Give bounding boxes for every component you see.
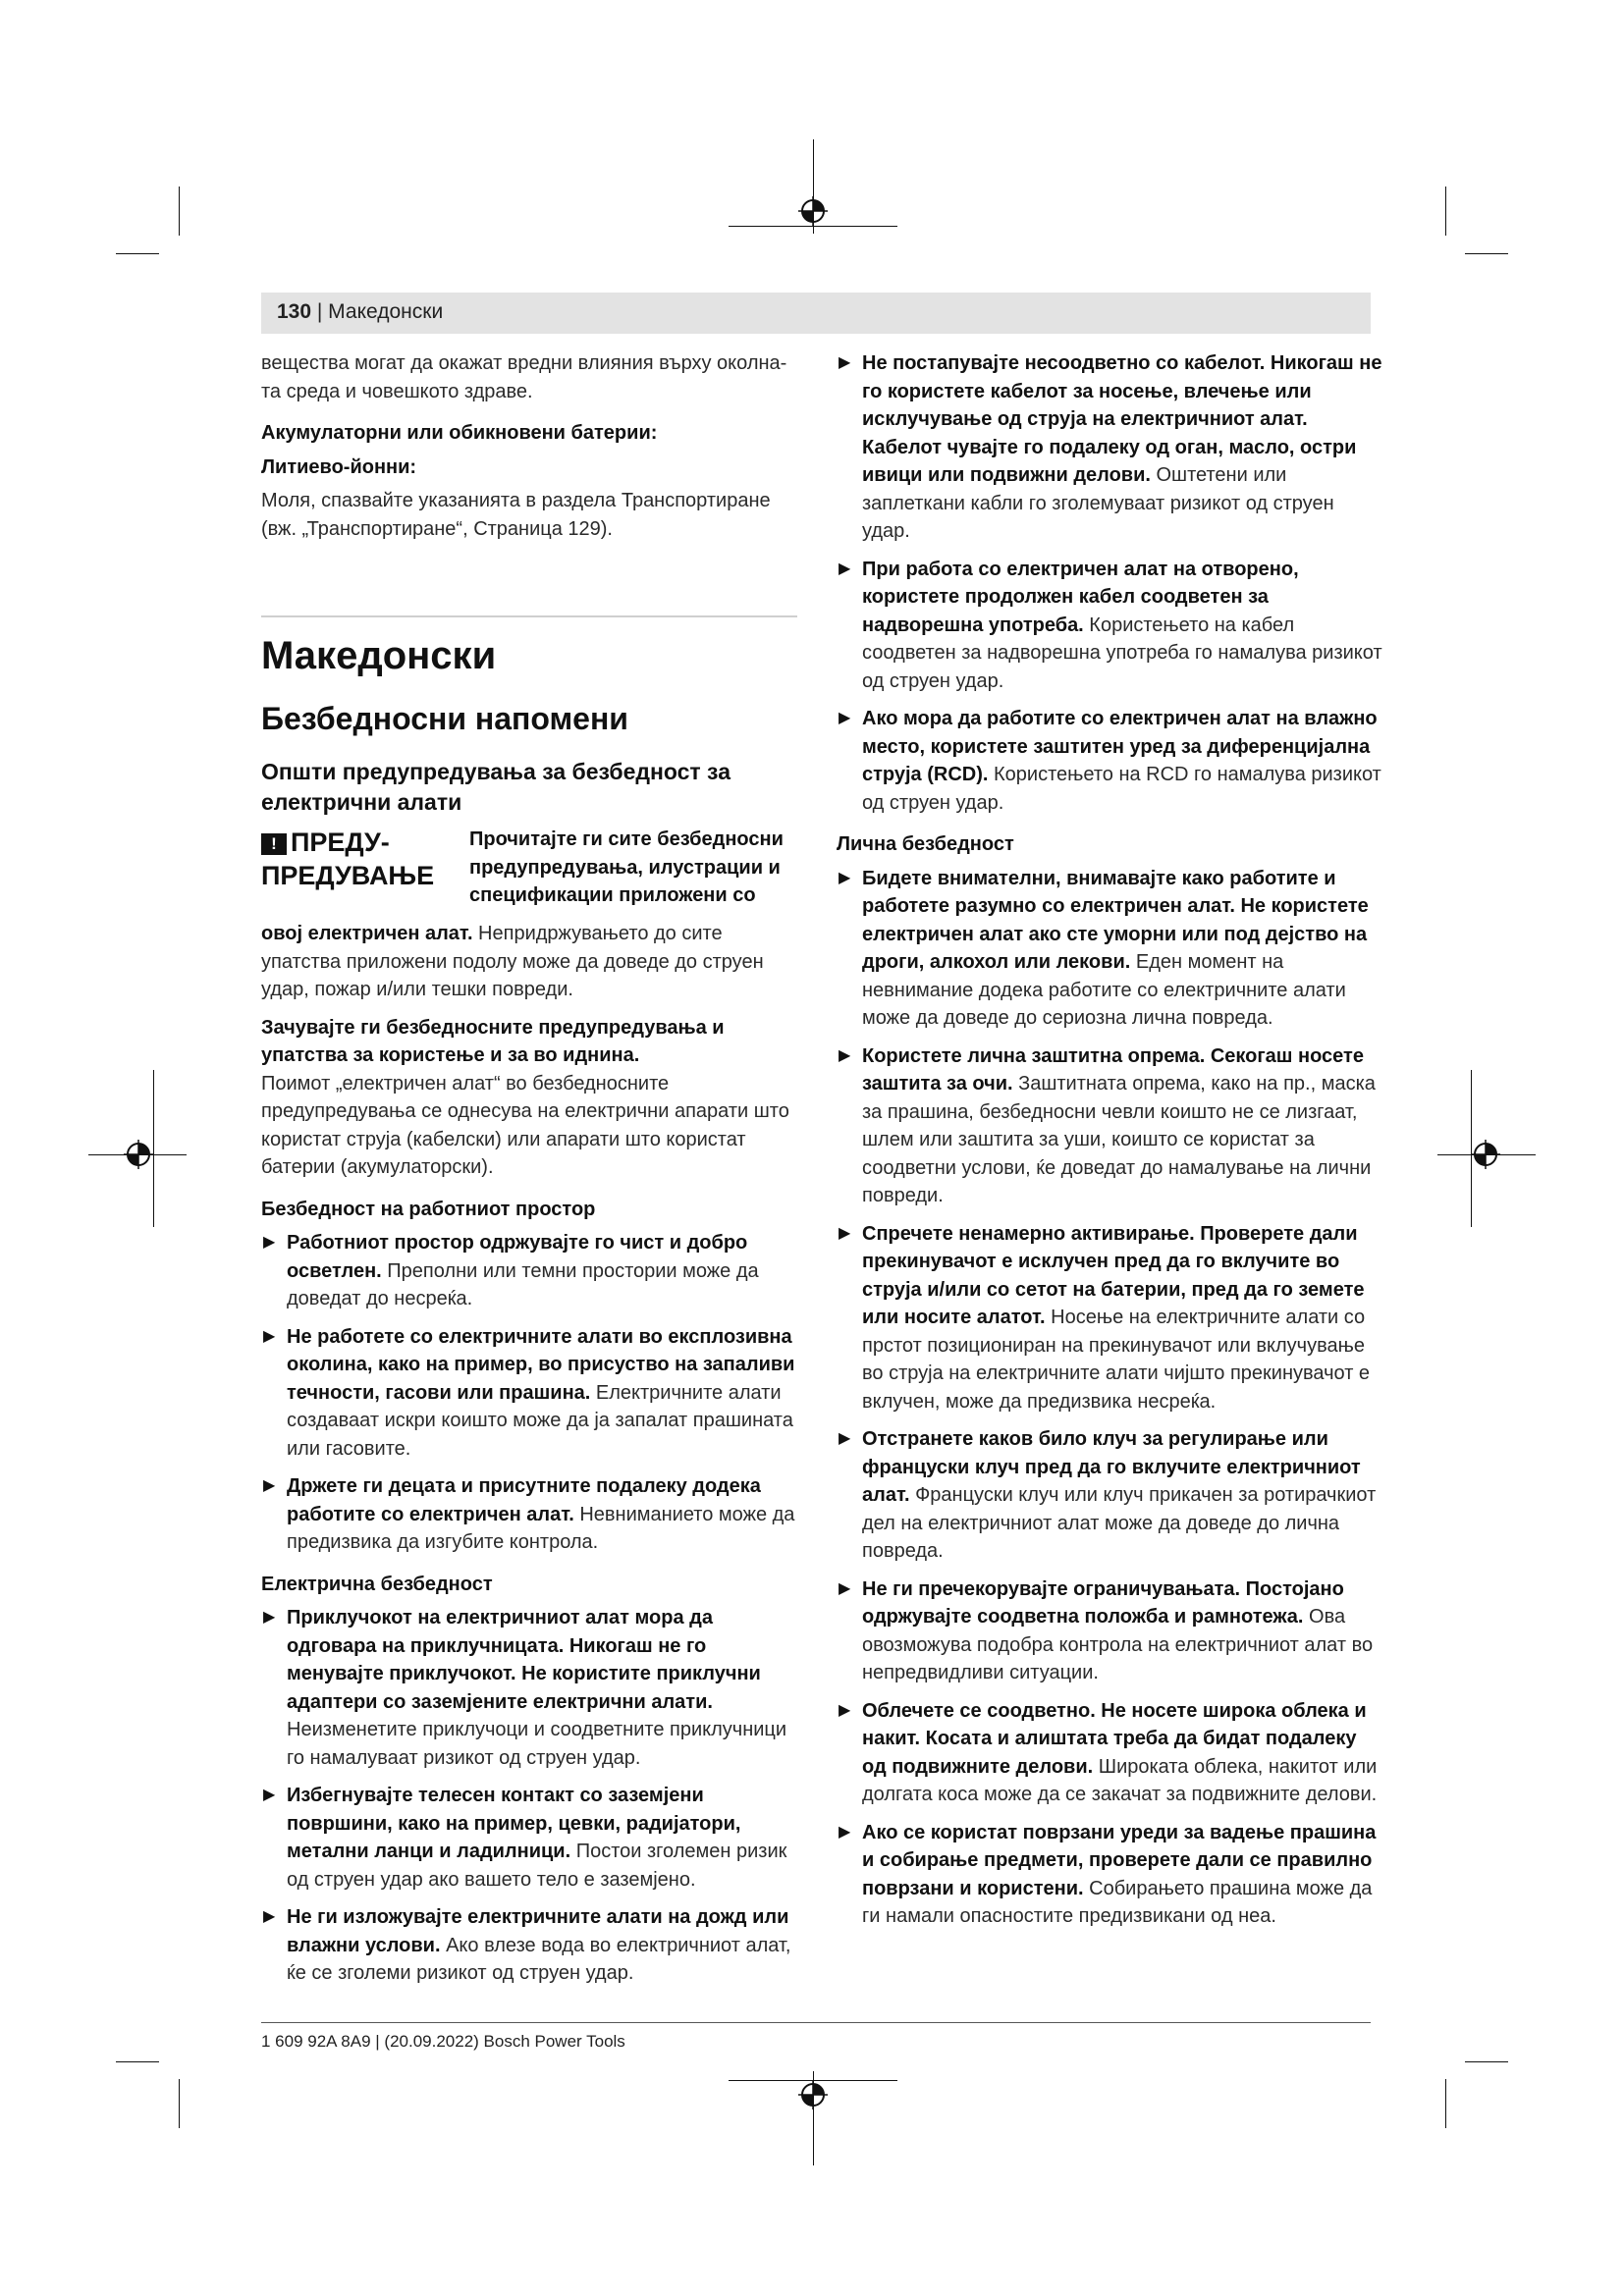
item-bold-text: Избегнувајте телесен контакт со заземјени површини, како на пример, цевки, радијатори, метални ланци и ладилници. bbox=[287, 1785, 741, 1862]
item-bold-text: Облечете се соодветно. Не носете широка облека и накит. Косата и алиштата треба да бидат подалеку од подвижните делови. bbox=[862, 1699, 1367, 1778]
item-bold-text: Отстранете каков било клуч за регулирање или француски клуч пред да го вклучите електричниот алат. bbox=[862, 1428, 1361, 1506]
item-bold-text: Ако се користат поврзани уреди за вадење прашина и собирање предмети, проверете дали се правилно поврзани и користени. bbox=[862, 1821, 1377, 1899]
item-text: Ако влезе вода во електричниот алат, ќе се зголеми ризикот од струен удар. bbox=[287, 1934, 791, 1984]
power-tool-definition: Поимот „електричен алат“ во безбедносните предупредувања се однесува на електрични апарати што користат струја (кабелски) или апарати што користат батерии (акумулаторски). bbox=[261, 1072, 789, 1178]
electrical-list-continued bbox=[837, 349, 1384, 817]
list-item bbox=[837, 865, 1384, 1033]
crop-mark bbox=[116, 253, 159, 254]
bullet-arrow-icon: ▶ bbox=[839, 1701, 851, 1719]
electrical-heading: Електрична безбедност bbox=[261, 1573, 493, 1595]
item-bold-text: Бидете внимателни, внимавајте како работите и работете разумно со електричен алат. Не користете електричен алат ако сте уморни или под дејство на дроги, алкохол или лекови. bbox=[862, 867, 1369, 973]
warning-continuation: овој електричен алат. Непридржувањето до сите упатства приложени подолу може да доведе до струен удар, пожар и/или тешки повреди. bbox=[261, 923, 764, 1000]
item-bold-text: Не ги изложувајте електричните алати на дожд или влажни услови. bbox=[287, 1906, 789, 1956]
item-text: Заштитната опрема, како на пр., маска за прашина, безбедносни чевли коишто не се лизгаат, шлем или заштита за уши, коишто се користат за соодветни услови, ќе доведат до намалување на лични повреди. bbox=[862, 1073, 1376, 1206]
item-bold-text: Работниот простор одржувајте го чист и добро осветлен. bbox=[287, 1232, 748, 1282]
item-text: Преполни или темни простории може да доведат до несреќа. bbox=[287, 1259, 759, 1309]
li-ion-paragraph: Моля, спазвайте указанията в раздела Транспортиране (вж. „Транспортиране“, Страница 129). bbox=[261, 490, 771, 540]
list-item bbox=[837, 1819, 1384, 1931]
bullet-arrow-icon: ▶ bbox=[263, 1327, 276, 1345]
registration-mark-icon bbox=[124, 1140, 153, 1169]
workplace-heading: Безбедност на работниот простор bbox=[261, 1198, 596, 1220]
keep-instructions: Зачувајте ги безбедносните предупредувања и упатства за користење и за во иднина. bbox=[261, 1016, 725, 1066]
left-column bbox=[261, 349, 797, 1998]
list-item bbox=[837, 1575, 1384, 1687]
registration-mark-icon bbox=[798, 196, 828, 226]
bullet-arrow-icon: ▶ bbox=[839, 354, 851, 371]
item-bold-text: При работа со електричен алат на отворено, користете продолжен кабел соодветен за надворешна употреба. bbox=[862, 558, 1299, 636]
warning-triangle-icon: ! bbox=[261, 833, 287, 855]
list-item bbox=[837, 1425, 1384, 1566]
item-text: Француски клуч или клуч прикачен за ротирачкиот дел на електричниот алат може да доведе до лична повреда. bbox=[862, 1484, 1377, 1562]
registration-mark-icon bbox=[1471, 1140, 1500, 1169]
crop-mark bbox=[116, 2061, 159, 2062]
bullet-arrow-icon: ▶ bbox=[839, 710, 851, 726]
bullet-arrow-icon: ▶ bbox=[263, 1787, 276, 1803]
bullet-arrow-icon: ▶ bbox=[839, 1823, 851, 1841]
list-item bbox=[261, 1604, 797, 1772]
item-text: Оштетени или заплеткани кабли го зголемуваат ризикот од струен удар. bbox=[862, 464, 1334, 542]
bullet-arrow-icon: ▶ bbox=[839, 560, 851, 577]
item-text: Широката облека, накитот или долгата коса може да се закачат за подвижните делови. bbox=[862, 1755, 1378, 1805]
registration-line bbox=[153, 1070, 154, 1227]
bullet-arrow-icon: ▶ bbox=[839, 869, 851, 886]
list-item bbox=[261, 1472, 797, 1557]
list-item bbox=[837, 705, 1384, 817]
personal-safety-list bbox=[837, 865, 1384, 1931]
item-text: Користењето на кабел соодветен за надворешна употреба го намалува ризикот од струен удар. bbox=[862, 614, 1382, 692]
bullet-arrow-icon: ▶ bbox=[839, 1430, 851, 1447]
warning-block bbox=[261, 826, 797, 920]
item-text: Невниманието може да предизвика да изгубите контрола. bbox=[287, 1503, 795, 1553]
item-bold-text: Ако мора да работите со електричен алат на влажно место, користете заштитен уред за диференцијална струја (RCD). bbox=[862, 708, 1378, 785]
workplace-list bbox=[261, 1229, 797, 1557]
general-warnings-title: Општи предупредувања за безбедност за електрични алати bbox=[261, 759, 731, 815]
list-item bbox=[837, 349, 1384, 546]
item-text: Неизменетите приклучоци и соодветните приклучници го намалуваат ризикот од струен удар. bbox=[287, 1719, 787, 1769]
item-bold-text: Не ги пречекорувајте ограничувањата. Постојано одржувајте соодветна положба и рамнотежа. bbox=[862, 1577, 1344, 1628]
li-ion-heading: Литиево-йонни: bbox=[261, 455, 417, 478]
safety-title: Безбедносни напомени bbox=[261, 701, 628, 736]
item-text: Носење на електричните алати со прстот позициониран на прекинувачот или вклучување во струја на електричните алати чијшто прекинувачот е вклучен, може да предизвика несреќа. bbox=[862, 1307, 1371, 1413]
crop-mark bbox=[1465, 253, 1508, 254]
item-text: Еден момент на невнимание додека работите со електричните алати може да доведе до сериозна лична повреда. bbox=[862, 951, 1346, 1029]
list-item bbox=[837, 1220, 1384, 1416]
crop-mark bbox=[1445, 187, 1446, 236]
bullet-arrow-icon: ▶ bbox=[839, 1579, 851, 1597]
list-item bbox=[261, 1323, 797, 1464]
footer: 1 609 92A 8A9 | (20.09.2022) Bosch Power Tools bbox=[261, 2032, 625, 2051]
item-text: Собирањето прашина може да ги намали опасностите предизвикани од неа. bbox=[862, 1877, 1373, 1927]
right-column bbox=[837, 349, 1384, 1941]
bullet-arrow-icon: ▶ bbox=[263, 1234, 276, 1251]
batteries-heading: Акумулаторни или обикновени батерии: bbox=[261, 422, 658, 444]
item-bold-text: Не работете со електричните алати во експлозивна околина, како на пример, во присуство на запаливи течности, гасови или прашина. bbox=[287, 1325, 795, 1404]
bullet-arrow-icon: ▶ bbox=[839, 1046, 851, 1064]
bullet-arrow-icon: ▶ bbox=[263, 1908, 276, 1925]
bullet-arrow-icon: ▶ bbox=[263, 1609, 276, 1626]
item-bold-text: Користете лична заштитна опрема. Секогаш носете заштита за очи. bbox=[862, 1044, 1364, 1095]
item-text: Ова овозможува подобра контрола на електричниот алат во непредвидливи ситуации. bbox=[862, 1606, 1374, 1683]
item-bold-text: Држете ги децата и присутните подалеку додека работите со електричен алат. bbox=[287, 1475, 761, 1525]
page-number: 130 bbox=[277, 300, 312, 323]
crop-mark bbox=[1445, 2079, 1446, 2128]
page-title: Македонски bbox=[261, 634, 497, 677]
page-header bbox=[277, 300, 443, 324]
list-item bbox=[261, 1782, 797, 1894]
list-item bbox=[837, 1042, 1384, 1210]
header-separator: | bbox=[311, 300, 329, 323]
electrical-list bbox=[261, 1604, 797, 1988]
list-item bbox=[261, 1229, 797, 1313]
list-item bbox=[837, 556, 1384, 696]
warning-intro: Прочитајте ги сите безбедносни предупредувања, илустрации и спецификации приложени со bbox=[469, 828, 784, 906]
item-text: Електричните алати создаваат искри коишто може да ја запалат прашината или гасовите. bbox=[287, 1381, 793, 1460]
bullet-arrow-icon: ▶ bbox=[263, 1477, 276, 1494]
item-bold-text: Приклучокот на електричниот алат мора да одговара на приклучницата. Никогаш не го менувајте приклучокот. Не користите приклучни адаптери со заземјените електрични алати. bbox=[287, 1607, 761, 1713]
registration-mark-icon bbox=[798, 2080, 828, 2109]
intro-paragraph: вещества могат да окажат вредни влияния върху околна-та среда и човешкото здраве. bbox=[261, 352, 787, 402]
header-language: Македонски bbox=[328, 300, 444, 323]
item-bold-text: Не постапувајте несоодветно со кабелот. Никогаш не го користете кабелот за носење, влечење или исклучување од струја на електричниот алат. Кабелот чувајте го подалеку од оган, масло, остри ивици или подвижни делови. bbox=[862, 352, 1382, 486]
crop-mark bbox=[179, 187, 180, 236]
bullet-arrow-icon: ▶ bbox=[839, 1224, 851, 1242]
item-text: Постои зголемен ризик од струен удар ако вашето тело е заземјено. bbox=[287, 1841, 787, 1891]
item-bold-text: Спречете ненамерно активирање. Проверете дали прекинувачот е исклучен пред да го вклучите во струја и/или со сетот на батерии, пред да го земете или носите алатот. bbox=[862, 1222, 1365, 1328]
warning-label: ! ПРЕДУ-ПРЕДУВАЊЕ bbox=[261, 828, 435, 890]
personal-safety-heading: Лична безбедност bbox=[837, 833, 1014, 855]
crop-mark bbox=[1465, 2061, 1508, 2062]
footer-rule bbox=[261, 2022, 1371, 2023]
list-item bbox=[261, 1903, 797, 1988]
item-text: Користењето на RCD го намалува ризикот од струен удар. bbox=[862, 764, 1381, 814]
crop-mark bbox=[179, 2079, 180, 2128]
list-item bbox=[837, 1697, 1384, 1809]
